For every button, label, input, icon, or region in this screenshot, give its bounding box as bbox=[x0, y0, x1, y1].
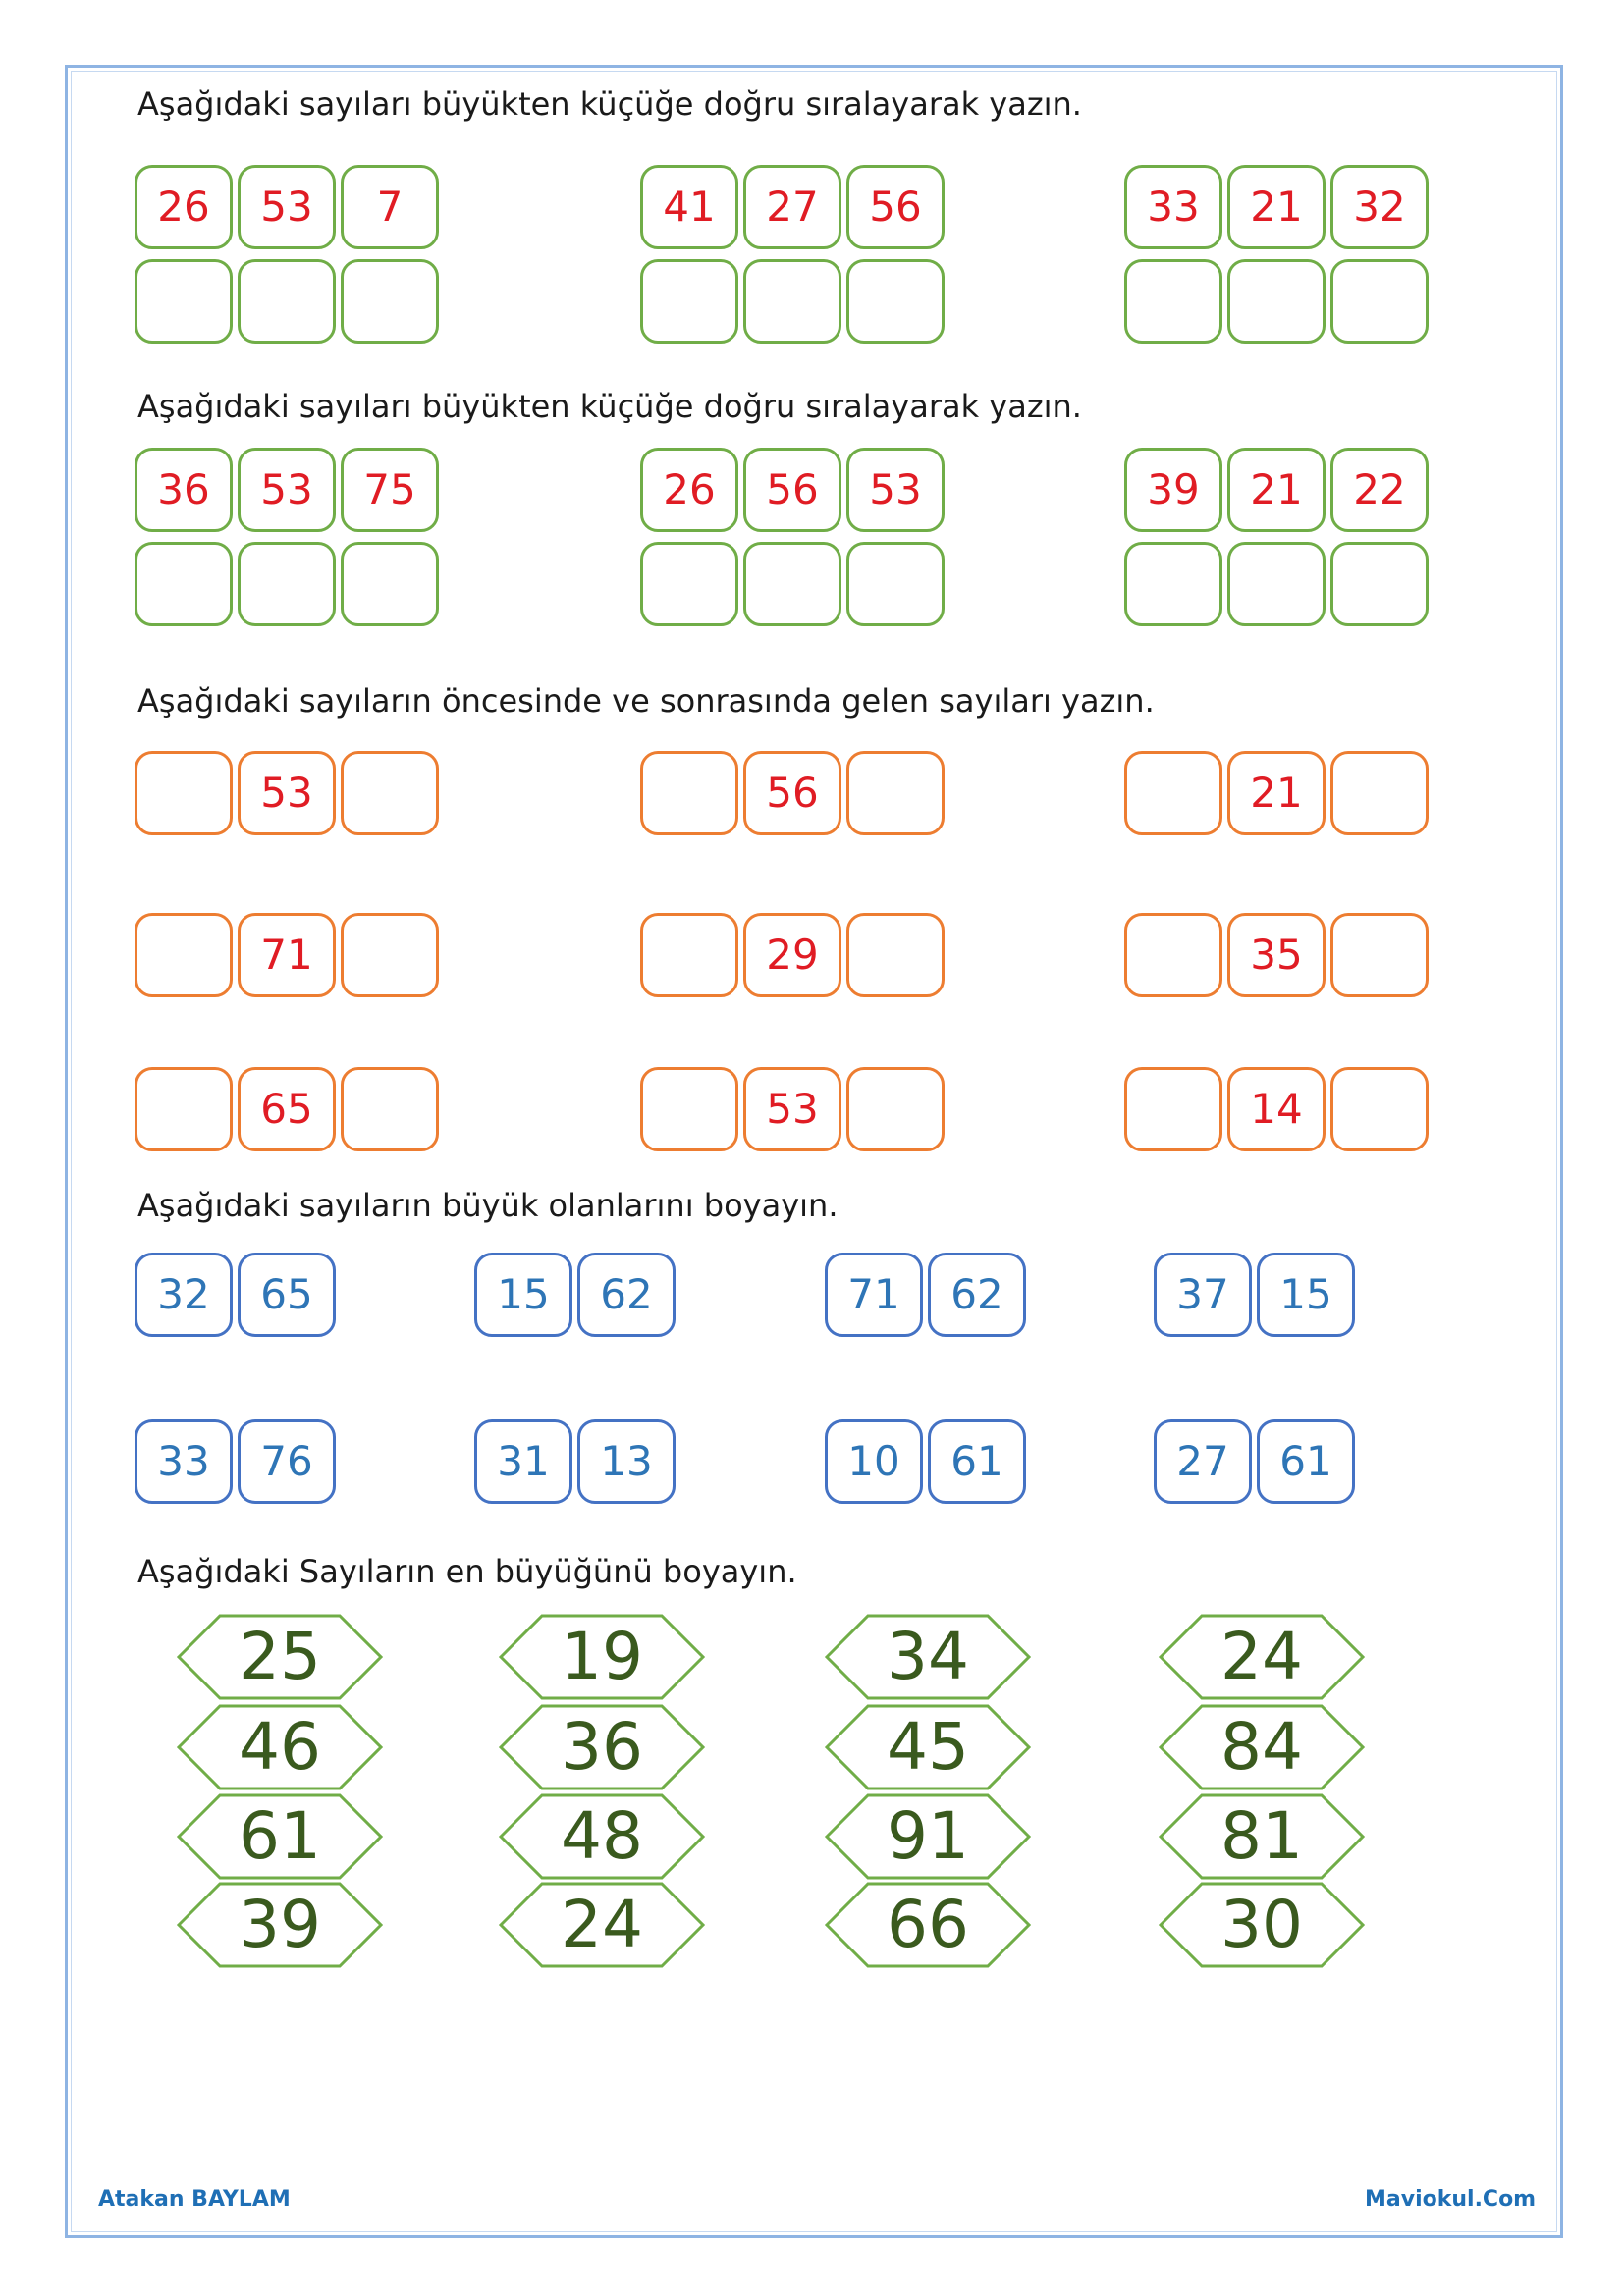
after-number-box[interactable] bbox=[1330, 751, 1429, 835]
hexagon-value: 19 bbox=[561, 1619, 643, 1694]
answer-box[interactable] bbox=[1124, 542, 1222, 626]
hexagon-number[interactable] bbox=[499, 1613, 705, 1701]
compare-number-box[interactable]: 10 bbox=[825, 1419, 923, 1504]
hexagon-value: 84 bbox=[1220, 1709, 1303, 1785]
hexagon-number[interactable] bbox=[825, 1703, 1031, 1791]
hexagon-number[interactable] bbox=[177, 1613, 383, 1701]
before-number-box[interactable] bbox=[135, 913, 233, 997]
compare-number-box[interactable]: 76 bbox=[238, 1419, 336, 1504]
given-number-box: 71 bbox=[238, 913, 336, 997]
after-number-box[interactable] bbox=[846, 751, 945, 835]
hexagon-value: 66 bbox=[887, 1887, 969, 1962]
hexagon-number[interactable] bbox=[1159, 1613, 1365, 1701]
given-number-box: 39 bbox=[1124, 448, 1222, 532]
after-number-box[interactable] bbox=[846, 1067, 945, 1151]
given-number-box: 56 bbox=[743, 448, 841, 532]
after-number-box[interactable] bbox=[341, 751, 439, 835]
hexagon-value: 39 bbox=[239, 1887, 321, 1962]
compare-number-box[interactable]: 31 bbox=[474, 1419, 572, 1504]
given-number-box: 21 bbox=[1227, 751, 1326, 835]
after-number-box[interactable] bbox=[846, 913, 945, 997]
compare-number-box[interactable]: 71 bbox=[825, 1253, 923, 1337]
given-number-box: 56 bbox=[743, 751, 841, 835]
compare-number-box[interactable]: 62 bbox=[577, 1253, 676, 1337]
after-number-box[interactable] bbox=[1330, 1067, 1429, 1151]
answer-box[interactable] bbox=[1330, 542, 1429, 626]
hexagon-value: 24 bbox=[1220, 1619, 1303, 1694]
footer-author: Atakan BAYLAM bbox=[98, 2187, 291, 2212]
answer-box[interactable] bbox=[640, 259, 738, 344]
hexagon-value: 36 bbox=[561, 1709, 643, 1785]
answer-box[interactable] bbox=[640, 542, 738, 626]
given-number-box: 29 bbox=[743, 913, 841, 997]
given-number-box: 53 bbox=[743, 1067, 841, 1151]
answer-box[interactable] bbox=[846, 542, 945, 626]
hexagon-number[interactable] bbox=[1159, 1703, 1365, 1791]
answer-box[interactable] bbox=[1227, 542, 1326, 626]
hexagon-number[interactable] bbox=[825, 1613, 1031, 1701]
answer-box[interactable] bbox=[135, 542, 233, 626]
answer-box[interactable] bbox=[743, 542, 841, 626]
compare-number-box[interactable]: 15 bbox=[474, 1253, 572, 1337]
after-number-box[interactable] bbox=[1330, 913, 1429, 997]
given-number-box: 33 bbox=[1124, 165, 1222, 249]
hexagon-value: 61 bbox=[239, 1798, 321, 1874]
before-number-box[interactable] bbox=[1124, 1067, 1222, 1151]
given-number-box: 27 bbox=[743, 165, 841, 249]
answer-box[interactable] bbox=[341, 259, 439, 344]
compare-number-box[interactable]: 37 bbox=[1154, 1253, 1252, 1337]
compare-number-box[interactable]: 27 bbox=[1154, 1419, 1252, 1504]
hexagon-number[interactable] bbox=[177, 1881, 383, 1969]
hexagon-number[interactable] bbox=[1159, 1881, 1365, 1969]
given-number-box: 35 bbox=[1227, 913, 1326, 997]
given-number-box: 53 bbox=[846, 448, 945, 532]
before-number-box[interactable] bbox=[640, 1067, 738, 1151]
given-number-box: 41 bbox=[640, 165, 738, 249]
hexagon-value: 46 bbox=[239, 1709, 321, 1785]
given-number-box: 26 bbox=[640, 448, 738, 532]
instruction-section-1: Aşağıdaki sayıları büyükten küçüğe doğru sıralayarak yazın. bbox=[137, 85, 1082, 123]
answer-box[interactable] bbox=[135, 259, 233, 344]
given-number-box: 26 bbox=[135, 165, 233, 249]
hexagon-value: 25 bbox=[239, 1619, 321, 1694]
hexagon-number[interactable] bbox=[825, 1881, 1031, 1969]
compare-number-box[interactable]: 65 bbox=[238, 1253, 336, 1337]
given-number-box: 53 bbox=[238, 165, 336, 249]
instruction-section-4: Aşağıdaki sayıların büyük olanlarını boyayın. bbox=[137, 1187, 839, 1224]
answer-box[interactable] bbox=[1330, 259, 1429, 344]
hexagon-number[interactable] bbox=[177, 1792, 383, 1881]
after-number-box[interactable] bbox=[341, 1067, 439, 1151]
given-number-box: 21 bbox=[1227, 448, 1326, 532]
given-number-box: 56 bbox=[846, 165, 945, 249]
instruction-section-5: Aşağıdaki Sayıların en büyüğünü boyayın. bbox=[137, 1553, 797, 1590]
before-number-box[interactable] bbox=[135, 751, 233, 835]
given-number-box: 36 bbox=[135, 448, 233, 532]
hexagon-number[interactable] bbox=[825, 1792, 1031, 1881]
hexagon-value: 24 bbox=[561, 1887, 643, 1962]
hexagon-value: 45 bbox=[887, 1709, 969, 1785]
hexagon-number[interactable] bbox=[177, 1703, 383, 1791]
answer-box[interactable] bbox=[1124, 259, 1222, 344]
hexagon-value: 91 bbox=[887, 1798, 969, 1874]
hexagon-number[interactable] bbox=[1159, 1792, 1365, 1881]
answer-box[interactable] bbox=[846, 259, 945, 344]
compare-number-box[interactable]: 61 bbox=[928, 1419, 1026, 1504]
hexagon-value: 81 bbox=[1220, 1798, 1303, 1874]
hexagon-value: 30 bbox=[1220, 1887, 1303, 1962]
hexagon-value: 48 bbox=[561, 1798, 643, 1874]
before-number-box[interactable] bbox=[640, 751, 738, 835]
answer-box[interactable] bbox=[238, 259, 336, 344]
given-number-box: 75 bbox=[341, 448, 439, 532]
before-number-box[interactable] bbox=[1124, 751, 1222, 835]
given-number-box: 22 bbox=[1330, 448, 1429, 532]
given-number-box: 21 bbox=[1227, 165, 1326, 249]
compare-number-box[interactable]: 62 bbox=[928, 1253, 1026, 1337]
answer-box[interactable] bbox=[1227, 259, 1326, 344]
hexagon-number[interactable] bbox=[499, 1792, 705, 1881]
after-number-box[interactable] bbox=[341, 913, 439, 997]
compare-number-box[interactable]: 61 bbox=[1257, 1419, 1355, 1504]
given-number-box: 53 bbox=[238, 448, 336, 532]
instruction-section-3: Aşağıdaki sayıların öncesinde ve sonrasında gelen sayıları yazın. bbox=[137, 682, 1155, 720]
compare-number-box[interactable]: 32 bbox=[135, 1253, 233, 1337]
hexagon-number[interactable] bbox=[499, 1703, 705, 1791]
given-number-box: 53 bbox=[238, 751, 336, 835]
before-number-box[interactable] bbox=[640, 913, 738, 997]
answer-box[interactable] bbox=[743, 259, 841, 344]
before-number-box[interactable] bbox=[1124, 913, 1222, 997]
given-number-box: 7 bbox=[341, 165, 439, 249]
given-number-box: 32 bbox=[1330, 165, 1429, 249]
instruction-section-2: Aşağıdaki sayıları büyükten küçüğe doğru sıralayarak yazın. bbox=[137, 388, 1082, 425]
answer-box[interactable] bbox=[341, 542, 439, 626]
compare-number-box[interactable]: 13 bbox=[577, 1419, 676, 1504]
hexagon-value: 34 bbox=[887, 1619, 969, 1694]
footer-site: Maviokul.Com bbox=[1365, 2187, 1537, 2212]
answer-box[interactable] bbox=[238, 542, 336, 626]
given-number-box: 14 bbox=[1227, 1067, 1326, 1151]
compare-number-box[interactable]: 15 bbox=[1257, 1253, 1355, 1337]
given-number-box: 65 bbox=[238, 1067, 336, 1151]
compare-number-box[interactable]: 33 bbox=[135, 1419, 233, 1504]
before-number-box[interactable] bbox=[135, 1067, 233, 1151]
hexagon-number[interactable] bbox=[499, 1881, 705, 1969]
